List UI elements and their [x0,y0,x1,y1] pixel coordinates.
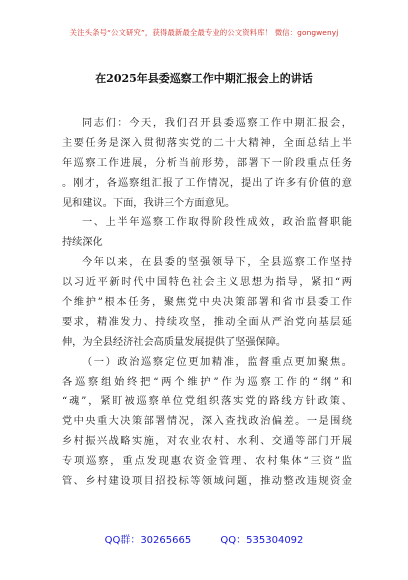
footer-contact [0,531,408,546]
section-heading-line: 一、上半年巡察工作取得阶段性成效，政治监督职能 [82,217,352,229]
document-title: 在2025年县委巡察工作中期汇报会上的讲话 [95,72,313,85]
document-body [62,114,352,492]
body-line: 各巡察组始终把“两个维护”作为巡察工作的“纲”和 [62,376,352,388]
body-line: 。刚才，各巡察组汇报了工作情况，提出了许多有价值的意 [62,177,352,189]
body-line: 管、乡村建设项目招投标等领域问题，推动整改违规资金 [62,476,352,488]
body-line: 伸，为全县经济社会高质量发展提供了坚强保障。 [62,336,287,348]
body-line: 年巡察工作进展，分析当前形势，部署下一阶段重点任务 [62,157,352,169]
body-line: 以习近平新时代中国特色社会主义思想为指导，紧扣“两 [62,277,352,289]
body-line: 今年以来，在县委的坚强领导下，全县巡察工作坚持 [82,257,352,269]
body-line: 同志们：今天，我们召开县委巡察工作中期汇报会， [82,118,352,129]
qq-group-number: QQ群：30265665 [104,535,192,546]
promo-banner: 关注头条号“公文研究”，获得最新最全最专业的公文资料库！ 微信：gongwenyj [69,28,339,37]
body-line: 专项巡察，重点发现惠农资金管理、农村集体“三资”监 [62,456,352,468]
subsection-heading-line: （一）政治巡察定位更加精准，监督重点更加聚焦。 [82,356,352,368]
body-line: 见和建议。下面，我讲三个方面意见。 [62,197,236,209]
body-line: 个维护”根本任务，聚焦党中央决策部署和省市县委工作 [62,297,352,309]
body-line: “魂”，紧盯被巡察单位党组织落实党的路线方针政策、 [62,396,352,408]
body-line: 党中央重大决策部署情况，深入查找政治偏差。一是围绕 [62,416,352,428]
body-line: 要求，精准发力、持续攻坚，推动全面从严治党向基层延 [62,316,352,328]
body-line: 乡村振兴战略实施，对农业农村、水利、交通等部门开展 [62,436,352,448]
qq-number: QQ：535304092 [220,535,304,546]
body-line: 主要任务是深入贯彻落实党的二十大精神，全面总结上半 [62,137,352,149]
section-heading-line: 持续深化 [62,237,103,249]
